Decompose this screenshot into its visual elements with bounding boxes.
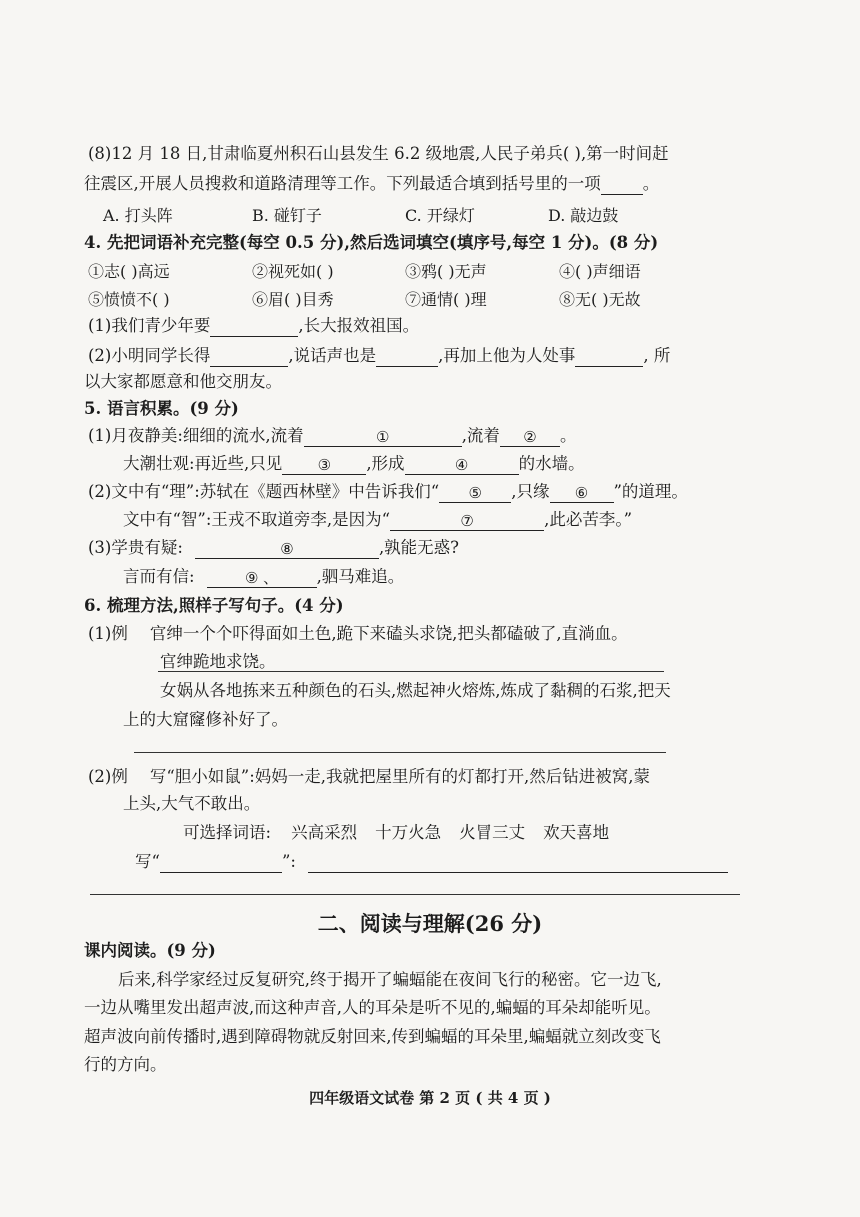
q4-sentence-2 xyxy=(88,345,670,367)
q4-s2-text-d: , 所 xyxy=(643,346,671,365)
q6-example-1 xyxy=(88,623,628,645)
q6-heading: 6. 梳理方法,照样子写句子。(4 分) xyxy=(84,596,344,615)
q5-l6-text-a: 言而有信: xyxy=(123,567,195,586)
q5-mark-5: ⑤ xyxy=(468,484,482,502)
q5-l3-text-b: ,只缘 xyxy=(511,482,550,501)
q4-s2-blank-1[interactable] xyxy=(210,348,288,367)
q5-blank-6[interactable] xyxy=(550,484,614,503)
q5-l5-text-a: (3)学贵有疑: xyxy=(88,538,183,557)
q6-sentence-blank[interactable] xyxy=(308,854,728,873)
q5-line-1 xyxy=(88,425,576,447)
q5-line-6 xyxy=(123,566,404,588)
q8-line1: (8)12 月 18 日,甘肃临夏州积石山县发生 6.2 级地震,人民子弟兵( ),第一时间赶 xyxy=(88,144,669,163)
q5-line-4 xyxy=(123,509,632,531)
q5-l3-text-c: ”的道理。 xyxy=(613,482,688,501)
q5-blank-4[interactable] xyxy=(405,456,519,475)
q4-word-2: ②视死如( ) xyxy=(252,262,334,281)
q5-mark-7: ⑦ xyxy=(460,512,474,530)
q4-s2-text-c: ,再加上他为人处事 xyxy=(438,346,576,365)
q4-word-7: ⑦通情( )理 xyxy=(405,290,487,309)
q5-blank-5[interactable] xyxy=(439,484,511,503)
q5-mark-3: ③ xyxy=(317,456,332,474)
q5-l2-text-a: 大潮壮观:再近些,只见 xyxy=(123,454,283,473)
section-2-subheading: 课内阅读。(9 分) xyxy=(84,941,216,960)
q5-l2-text-b: ,形成 xyxy=(366,454,405,473)
q6-ex1-label: (1)例 xyxy=(88,624,128,643)
q6-choice-4: 欢天喜地 xyxy=(543,823,610,842)
q5-l1-text-c: 。 xyxy=(559,426,577,445)
q6-ex2-label: (2)例 xyxy=(88,767,128,786)
q6-choice-1: 兴高采烈 xyxy=(291,823,358,842)
q6-ex1-answer-line[interactable] xyxy=(134,752,666,753)
q4-s1-blank[interactable] xyxy=(210,318,298,337)
q5-l2-text-c: 的水墙。 xyxy=(518,454,585,473)
q4-word-3: ③鸦( )无声 xyxy=(405,262,487,281)
q8-option-c: C. 开绿灯 xyxy=(405,206,475,225)
q6-choices xyxy=(183,822,609,844)
q6-write-text-a: 写“ xyxy=(135,852,160,871)
q4-s2-blank-2[interactable] xyxy=(376,348,438,367)
q5-l4-text-a: 文中有“智”:王戎不取道旁李,是因为“ xyxy=(123,510,391,529)
q4-heading: 4. 先把词语补充完整(每空 0.5 分),然后选词填空(填序号,每空 1 分)。(8 分) xyxy=(84,233,659,252)
q5-blank-1[interactable] xyxy=(304,428,462,447)
q5-blank-2[interactable] xyxy=(500,428,560,447)
q4-s1-text-a: (1)我们青少年要 xyxy=(88,316,211,335)
q5-heading: 5. 语言积累。(9 分) xyxy=(84,399,239,418)
q5-mark-1: ① xyxy=(375,428,390,446)
q5-blank-3[interactable] xyxy=(282,456,366,475)
q5-blank-7[interactable] xyxy=(390,512,544,531)
q5-mark-4: ④ xyxy=(454,456,469,474)
q6-ex2-text-line2: 上头,大气不敢出。 xyxy=(123,794,261,813)
q5-l4-text-b: ,此必苦李。” xyxy=(544,510,633,529)
q6-ex1-answer: 官绅跪地求饶。 xyxy=(160,652,276,671)
q6-ex1-text: 官绅一个个吓得面如土色,跪下来磕头求饶,把头都磕破了,直淌血。 xyxy=(149,624,628,643)
q6-write-line xyxy=(135,851,728,873)
q5-line-3 xyxy=(88,481,688,503)
q5-blank-8[interactable] xyxy=(195,540,379,559)
q6-choice-2: 十万火急 xyxy=(375,823,442,842)
q6-choices-label: 可选择词语: xyxy=(183,823,272,842)
q4-word-8: ⑧无( )无故 xyxy=(559,290,641,309)
q8-option-b: B. 碰钉子 xyxy=(252,206,322,225)
q4-s2-blank-3[interactable] xyxy=(575,348,643,367)
q6-ex2-text-line1: 写“胆小如鼠”:妈妈一走,我就把屋里所有的灯都打开,然后钻进被窝,蒙 xyxy=(149,767,651,786)
passage-line-3: 超声波向前传播时,遇到障碍物就反射回来,传到蝙蝠的耳朵里,蝙蝠就立刻改变飞 xyxy=(84,1027,661,1046)
q5-line-2 xyxy=(123,453,585,475)
q6-choice-3: 火冒三丈 xyxy=(459,823,526,842)
passage-line-1: 后来,科学家经过反复研究,终于揭开了蝙蝠能在夜间飞行的秘密。它一边飞, xyxy=(118,970,662,989)
q8-option-a: A. 打头阵 xyxy=(103,206,173,225)
q6-ex1-task-line2: 上的大窟窿修补好了。 xyxy=(123,710,288,729)
q8-option-d: D. 敲边鼓 xyxy=(548,206,619,225)
q8-answer-blank[interactable] xyxy=(601,176,643,195)
q6-sentence-line-2[interactable] xyxy=(90,894,740,895)
passage-line-4: 行的方向。 xyxy=(84,1055,167,1074)
q8-line2-end: 。 xyxy=(642,174,660,193)
passage-line-2: 一边从嘴里发出超声波,而这种声音,人的耳朵是听不见的,蝙蝠的耳朵却能听见。 xyxy=(84,998,661,1017)
q5-mark-2: ② xyxy=(523,428,537,446)
q4-word-1: ①志( )高远 xyxy=(88,262,170,281)
section-2-title: 二、阅读与理解(26 分) xyxy=(317,911,543,936)
q5-l3-text-a: (2)文中有“理”:苏轼在《题西林壁》中告诉我们“ xyxy=(88,482,440,501)
q4-word-6: ⑥眉( )目秀 xyxy=(252,290,334,309)
q5-mark-6: ⑥ xyxy=(574,484,589,502)
q5-l1-text-b: ,流着 xyxy=(461,426,500,445)
q5-mark-8: ⑧ xyxy=(280,540,294,558)
q8-line2 xyxy=(84,173,659,195)
q8-line2-text: 往震区,开展人员搜救和道路清理等工作。下列最适合填到括号里的一项 xyxy=(84,174,601,193)
q6-ex1-answer-underline xyxy=(158,671,664,672)
q6-example-2 xyxy=(88,766,650,788)
q5-blank-9[interactable] xyxy=(207,569,317,588)
q5-mark-9: ⑨ 、 xyxy=(244,569,279,587)
q4-sentence-2-cont: 以大家都愿意和他交朋友。 xyxy=(84,372,282,391)
q5-line-5 xyxy=(88,537,459,559)
q4-sentence-1 xyxy=(88,315,419,337)
page-footer: 四年级语文试卷 第 2 页 ( 共 4 页 ) xyxy=(309,1089,551,1107)
q4-word-4: ④( )声细语 xyxy=(559,262,641,281)
q6-ex1-task-line1: 女娲从各地拣来五种颜色的石头,燃起神火熔炼,炼成了黏稠的石浆,把天 xyxy=(160,681,671,700)
q6-word-blank[interactable] xyxy=(160,854,282,873)
q5-l6-text-b: ,驷马难追。 xyxy=(316,567,405,586)
q4-s2-text-b: ,说话声也是 xyxy=(288,346,377,365)
q4-word-5: ⑤愤愤不( ) xyxy=(88,290,170,309)
q5-l5-text-b: ,孰能无惑? xyxy=(378,538,460,557)
q4-s2-text-a: (2)小明同学长得 xyxy=(88,346,211,365)
q6-write-text-b: ”: xyxy=(281,852,296,871)
q5-l1-text-a: (1)月夜静美:细细的流水,流着 xyxy=(88,426,304,445)
q4-s1-text-b: ,长大报效祖国。 xyxy=(298,316,420,335)
